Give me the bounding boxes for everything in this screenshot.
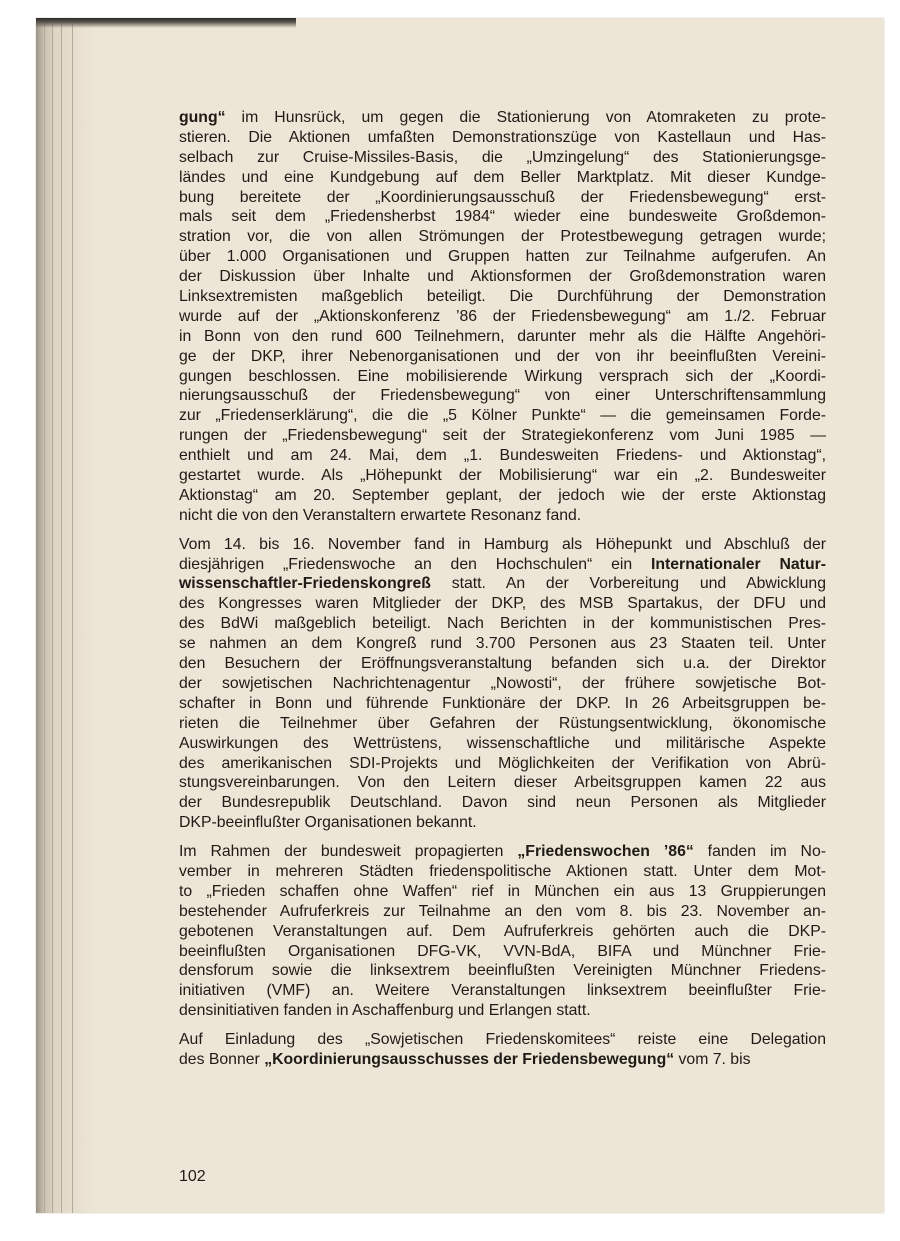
text-line bbox=[179, 981, 826, 1001]
text-run: selbach zur Cruise-Missiles-Basis, die „Umzingelung“ des Stationierungsge- bbox=[179, 148, 826, 166]
text-line bbox=[179, 902, 826, 922]
text-run: schafter in Bonn und führende Funktionäre der DKP. In 26 Arbeitsgruppen be- bbox=[179, 694, 826, 712]
text-run: ländes und eine Kundgebung auf dem Beller Marktplatz. Mit dieser Kundge- bbox=[179, 168, 826, 186]
text-line bbox=[179, 367, 826, 387]
text-line bbox=[179, 466, 826, 486]
text-run: densinitiativen fanden in Aschaffenburg und Erlangen statt. bbox=[179, 1002, 591, 1020]
text-line bbox=[179, 207, 826, 227]
text-line bbox=[179, 773, 826, 793]
text-run: bestehender Aufruferkreis zur Teilnahme an den vom 8. bis 23. November an- bbox=[179, 902, 826, 920]
text-run: nierungsausschuß der Friedensbewegung“ von einer Unterschriftensammlung bbox=[179, 387, 826, 405]
text-line bbox=[179, 247, 826, 267]
text-run: stungsvereinbarungen. Von den Leitern dieser Arbeitsgruppen kamen 22 aus bbox=[179, 774, 826, 792]
text-run: rieten die Teilnehmer über Gefahren der Rüstungsentwicklung, ökonomische bbox=[179, 714, 826, 732]
text-run: der sowjetischen Nachrichtenagentur „Nowosti“, der frühere sowjetische Bot- bbox=[179, 674, 826, 692]
emphasized-term: wissenschaftler-Friedenskongreß bbox=[179, 575, 431, 593]
emphasized-term: gung“ bbox=[179, 109, 226, 126]
text-line bbox=[179, 754, 826, 774]
text-line bbox=[179, 168, 826, 188]
text-run: der Diskussion über Inhalte und Aktionsformen der Großdemonstration waren bbox=[179, 268, 826, 286]
text-run: stration vor, die von allen Strömungen der Protestbewegung getragen wurde; bbox=[179, 228, 826, 246]
text-run: enthielt und am 24. Mai, dem „1. Bundesweiten Friedens- und Aktionstag“, bbox=[179, 447, 826, 465]
text-line bbox=[179, 813, 826, 833]
text-line bbox=[179, 674, 826, 694]
text-line bbox=[179, 734, 826, 754]
text-run: Aktionstag“ am 20. September geplant, der jedoch wie der erste Aktionstag bbox=[179, 486, 826, 504]
text-run: nicht die von den Veranstaltern erwartete Resonanz fand. bbox=[179, 506, 582, 524]
text-line bbox=[179, 694, 826, 714]
binding-fold-line bbox=[44, 18, 45, 1213]
text-run: bung bereitete der „Koordinierungsausschuß der Friedensbewegung“ erst- bbox=[179, 188, 826, 206]
text-line bbox=[179, 327, 826, 347]
text-line bbox=[179, 634, 826, 654]
text-line bbox=[179, 842, 826, 862]
emphasized-term: Internationaler Natur- bbox=[650, 555, 827, 573]
text-run: Auf Einladung des „Sowjetischen Friedenskomitees“ reiste eine Delegation bbox=[179, 1031, 826, 1049]
paragraph bbox=[179, 108, 826, 526]
text-line bbox=[179, 1030, 826, 1050]
text-run: Auswirkungen des Wettrüstens, wissenschaftliche und militärische Aspekte bbox=[179, 734, 826, 752]
binding-fold-line bbox=[72, 18, 73, 1213]
text-run: des amerikanischen SDI-Projekts und Möglichkeiten der Verifikation von Abrü- bbox=[179, 754, 826, 772]
text-run: vember in mehreren Städten friedenspolitische Aktionen statt. Unter dem Mot- bbox=[179, 862, 826, 880]
text-line bbox=[179, 594, 826, 614]
text-run: densforum sowie die linksextrem beeinflußten Vereinigten Münchner Friedens- bbox=[179, 962, 826, 980]
text-run: des BdWi maßgeblich beteiligt. Nach Berichten in der kommunistischen Pres- bbox=[179, 615, 826, 633]
text-line bbox=[179, 426, 826, 446]
text-run: statt. An der Vorbereitung und Abwicklung bbox=[430, 575, 826, 593]
text-run: des Bonner bbox=[179, 1050, 265, 1068]
text-run: vom 7. bis bbox=[674, 1050, 751, 1068]
paragraph bbox=[179, 535, 826, 833]
text-line bbox=[179, 506, 826, 526]
text-run: im Hunsrück, um gegen die Stationierung von Atomraketen zu prote- bbox=[225, 109, 826, 126]
text-line bbox=[179, 406, 826, 426]
text-line bbox=[179, 1001, 826, 1021]
text-line bbox=[179, 486, 826, 506]
page-number: 102 bbox=[179, 1168, 206, 1185]
text-run: in Bonn von den rund 600 Teilnehmern, darunter mehr als die Hälfte Angehöri- bbox=[179, 327, 826, 345]
text-line bbox=[179, 574, 826, 594]
paragraph bbox=[179, 842, 826, 1021]
text-line bbox=[179, 862, 826, 882]
text-run: fanden im No- bbox=[693, 843, 827, 861]
text-line bbox=[179, 654, 826, 674]
paragraph bbox=[179, 1030, 826, 1070]
text-run: stieren. Die Aktionen umfaßten Demonstrationszüge von Kastellaun und Has- bbox=[179, 128, 826, 146]
binding-fold-line bbox=[52, 18, 53, 1213]
text-line bbox=[179, 942, 826, 962]
text-line bbox=[179, 714, 826, 734]
text-line bbox=[179, 535, 826, 555]
text-run: des Kongresses waren Mitglieder der DKP, des MSB Spartakus, der DFU und bbox=[179, 595, 826, 613]
text-line bbox=[179, 614, 826, 634]
text-run: initiativen (VMF) an. Weitere Veranstaltungen linksextrem beeinflußter Frie- bbox=[179, 982, 826, 1000]
text-line bbox=[179, 961, 826, 981]
text-line bbox=[179, 108, 826, 128]
text-line bbox=[179, 446, 826, 466]
text-run: über 1.000 Organisationen und Gruppen hatten zur Teilnahme aufgerufen. An bbox=[179, 248, 826, 266]
emphasized-term: „Koordinierungsausschusses der Friedensbewegung“ bbox=[264, 1050, 675, 1068]
text-line bbox=[179, 1050, 826, 1070]
text-line bbox=[179, 386, 826, 406]
text-line bbox=[179, 307, 826, 327]
text-run: DKP-beeinflußter Organisationen bekannt. bbox=[179, 814, 477, 832]
text-run: to „Frieden schaffen ohne Waffen“ rief in München ein aus 13 Gruppierungen bbox=[179, 882, 826, 900]
text-line bbox=[179, 555, 826, 575]
text-run: beeinflußten Organisationen DFG-VK, VVN-BdA, BIFA und Münchner Frie- bbox=[179, 942, 826, 960]
text-line bbox=[179, 793, 826, 813]
body-text bbox=[179, 108, 826, 1079]
text-run: Im Rahmen der bundesweit propagierten bbox=[179, 843, 518, 861]
text-run: zur „Friedenserklärung“, die die „5 Kölner Punkte“ — die gemeinsamen Forde- bbox=[179, 407, 826, 425]
text-run: se nahmen an dem Kongreß rund 3.700 Personen aus 23 Staaten teil. Unter bbox=[179, 635, 826, 653]
text-line bbox=[179, 128, 826, 148]
text-run: gebotenen Veranstaltungen auf. Dem Aufruferkreis gehörten auch die DKP- bbox=[179, 922, 826, 940]
text-run: diesjährigen „Friedenswoche an den Hochschulen“ ein bbox=[179, 555, 651, 573]
text-run: gungen beschlossen. Eine mobilisierende Wirkung versprach sich der „Koordi- bbox=[179, 367, 826, 385]
emphasized-term: „Friedenswochen ’86“ bbox=[517, 843, 694, 861]
text-run: gestartet wurde. Als „Höhepunkt der Mobilisierung“ war ein „2. Bundesweiter bbox=[179, 467, 826, 485]
text-line bbox=[179, 347, 826, 367]
text-run: Vom 14. bis 16. November fand in Hamburg als Höhepunkt und Abschluß der bbox=[179, 535, 826, 553]
text-run: den Besuchern der Eröffnungsveranstaltung befanden sich u.a. der Direktor bbox=[179, 655, 826, 673]
text-line bbox=[179, 148, 826, 168]
text-run: Linksextremisten maßgeblich beteiligt. Die Durchführung der Demonstration bbox=[179, 288, 826, 306]
text-line bbox=[179, 267, 826, 287]
page-top-shadow bbox=[36, 18, 296, 28]
text-run: ge der DKP, ihrer Nebenorganisationen und der von ihr beeinflußten Vereini- bbox=[179, 347, 826, 365]
text-line bbox=[179, 188, 826, 208]
text-run: wurde auf der „Aktionskonferenz ’86 der Friedensbewegung“ am 1./2. Februar bbox=[179, 307, 826, 325]
binding-fold-line bbox=[61, 18, 62, 1213]
text-run: mals seit dem „Friedensherbst 1984“ wieder eine bundesweite Großdemon- bbox=[179, 208, 826, 226]
text-line bbox=[179, 227, 826, 247]
text-line bbox=[179, 922, 826, 942]
text-run: der Bundesrepublik Deutschland. Davon sind neun Personen als Mitglieder bbox=[179, 794, 826, 812]
text-line bbox=[179, 287, 826, 307]
text-line bbox=[179, 882, 826, 902]
text-run: rungen der „Friedensbewegung“ seit der Strategiekonferenz vom Juni 1985 — bbox=[179, 427, 826, 445]
